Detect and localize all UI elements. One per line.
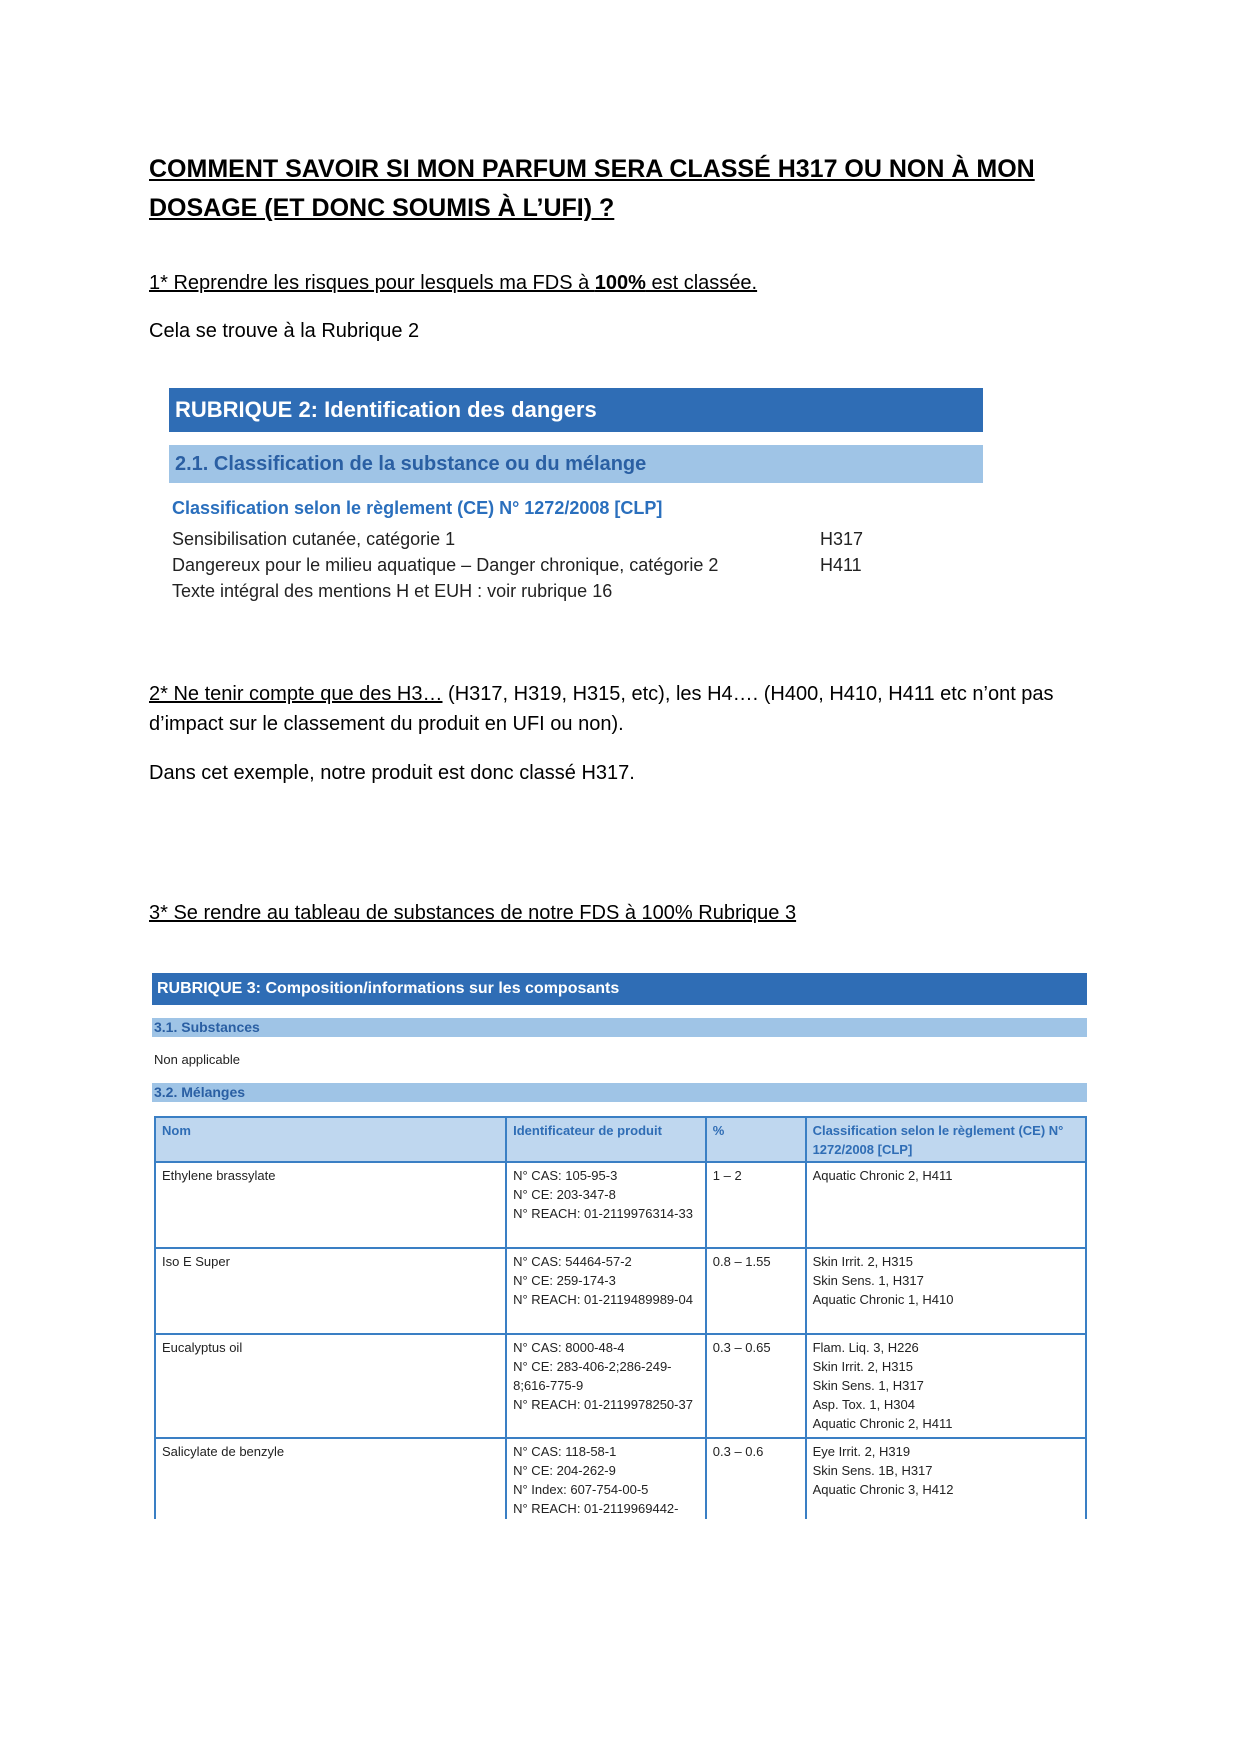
- composition-table: [154, 1116, 1087, 1519]
- table-row: [155, 1334, 1086, 1438]
- page-title: COMMENT SAVOIR SI MON PARFUM SERA CLASSÉ H317 OU NON À MON DOSAGE (ET DONC SOUMIS À L’UFI) ?: [149, 155, 1035, 222]
- cell-classification: Eye Irrit. 2, H319 Skin Sens. 1B, H317 Aquatic Chronic 3, H412: [806, 1438, 1086, 1519]
- cell-percent: 0.3 – 0.6: [706, 1438, 806, 1519]
- column-header: Nom: [155, 1117, 506, 1162]
- cell-percent: 1 – 2: [706, 1162, 806, 1248]
- cell-identifier: N° CAS: 8000-48-4 N° CE: 283-406-2;286-249-8;616-775-9 N° REACH: 01-2119978250-37: [506, 1334, 706, 1438]
- rubrique2-line: Texte intégral des mentions H et EUH : voir rubrique 16: [172, 581, 613, 601]
- column-header: Classification selon le règlement (CE) N° 1272/2008 [CLP]: [806, 1117, 1086, 1162]
- cell-classification: Skin Irrit. 2, H315 Skin Sens. 1, H317 Aquatic Chronic 1, H410: [806, 1248, 1086, 1334]
- step-1-note: Cela se trouve à la Rubrique 2: [149, 320, 420, 342]
- cell-percent: 0.3 – 0.65: [706, 1334, 806, 1438]
- cell-identifier: N° CAS: 105-95-3 N° CE: 203-347-8 N° REACH: 01-2119976314-33: [506, 1162, 706, 1248]
- step-2-underlined: 2* Ne tenir compte que des H3…: [149, 683, 443, 705]
- composition-table-clip: [140, 1000, 1100, 1519]
- cell-nom: Salicylate de benzyle: [155, 1438, 506, 1519]
- step-1: [149, 268, 1099, 298]
- rubrique3-melanges: 3.2. Mélanges: [152, 1083, 1087, 1102]
- rubrique2-line: Sensibilisation cutanée, catégorie 1: [172, 529, 456, 549]
- table-row: [155, 1162, 1086, 1248]
- rubrique2-subheader: 2.1. Classification de la substance ou du mélange: [169, 445, 983, 483]
- rubrique2-clp-title: Classification selon le règlement (CE) N° 1272/2008 [CLP]: [172, 498, 663, 518]
- cell-identifier: N° CAS: 54464-57-2 N° CE: 259-174-3 N° REACH: 01-2119489989-04: [506, 1248, 706, 1334]
- table-row: [155, 1248, 1086, 1334]
- cell-classification: Aquatic Chronic 2, H411: [806, 1162, 1086, 1248]
- rubrique2-code: H411: [820, 555, 862, 575]
- rubrique2-line: Dangereux pour le milieu aquatique – Danger chronique, catégorie 2: [172, 555, 719, 575]
- step-2-rest: (H317, H319, H315, etc), les H4…. (H400, H410, H411 etc n’ont pas d’impact sur le classement du produit en UFI ou non).: [149, 683, 1054, 735]
- step-2: [149, 679, 1099, 739]
- cell-nom: Eucalyptus oil: [155, 1334, 506, 1438]
- rubrique2-code: H317: [820, 529, 864, 549]
- step-3: 3* Se rendre au tableau de substances de notre FDS à 100% Rubrique 3: [149, 902, 797, 924]
- table-header-row: [155, 1117, 1086, 1162]
- cell-nom: Ethylene brassylate: [155, 1162, 506, 1248]
- column-header: %: [706, 1117, 806, 1162]
- rubrique2-header: RUBRIQUE 2: Identification des dangers: [169, 388, 983, 432]
- rubrique3-substances: 3.1. Substances: [152, 1018, 1087, 1037]
- rubrique3-header: RUBRIQUE 3: Composition/informations sur les composants: [152, 973, 1087, 1005]
- step-1-bold: 100%: [594, 272, 646, 294]
- rubrique3-non-applicable: Non applicable: [154, 1052, 241, 1067]
- table-row: [155, 1438, 1086, 1519]
- step-1-end: est classée.: [645, 272, 758, 294]
- cell-percent: 0.8 – 1.55: [706, 1248, 806, 1334]
- column-header: Identificateur de produit: [506, 1117, 706, 1162]
- cell-classification: Flam. Liq. 3, H226 Skin Irrit. 2, H315 Skin Sens. 1, H317 Asp. Tox. 1, H304 Aquatic Chronic 2, H411: [806, 1334, 1086, 1438]
- cell-nom: Iso E Super: [155, 1248, 506, 1334]
- cell-identifier: N° CAS: 118-58-1 N° CE: 204-262-9 N° Index: 607-754-00-5 N° REACH: 01-2119969442-: [506, 1438, 706, 1519]
- step-1-text: 1* Reprendre les risques pour lesquels ma FDS à: [149, 272, 595, 294]
- step-2-note: Dans cet exemple, notre produit est donc classé H317.: [149, 762, 635, 784]
